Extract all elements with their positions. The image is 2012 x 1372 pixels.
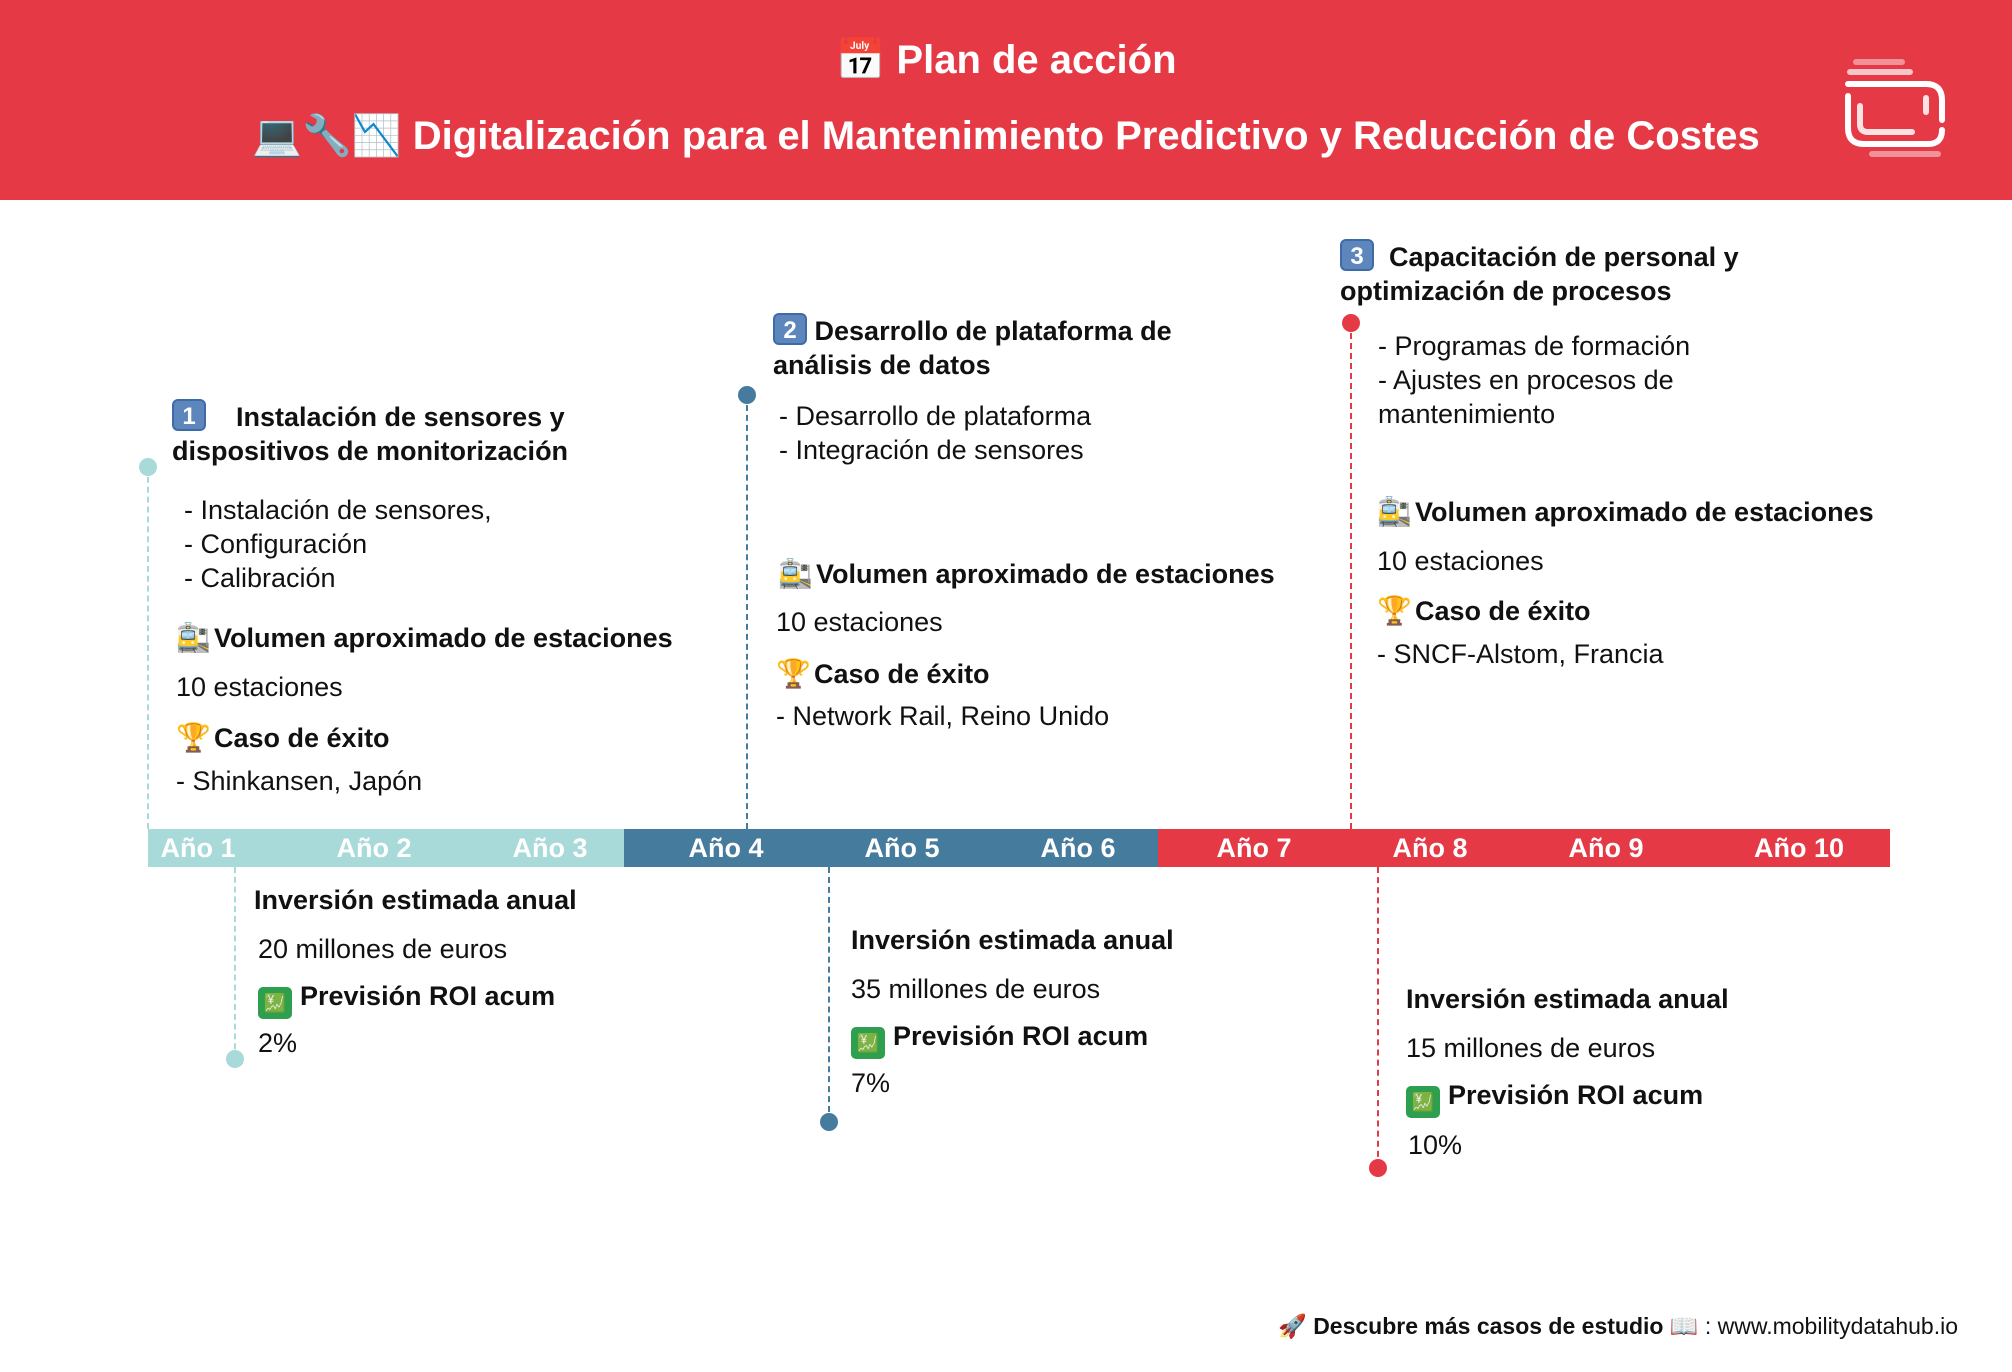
- page-subtitle-text: Digitalización para el Mantenimiento Predictivo y Reducción de Costes: [412, 114, 1760, 158]
- phase-1-marker-top: [139, 458, 157, 476]
- phase-3-connector-top: [1350, 323, 1352, 829]
- stations-label: Volumen aproximado de estaciones: [1415, 497, 1874, 527]
- phase-3-task-list: [1378, 329, 1690, 431]
- list-item: - Desarrollo de plataforma: [779, 401, 1092, 431]
- year-label-2: Año 2: [336, 833, 412, 863]
- list-item: - Configuración: [184, 529, 368, 559]
- phase-1-title-line1: Instalación de sensores y: [236, 402, 565, 432]
- phase-1-task-list: [184, 493, 492, 595]
- phase-2-success-heading: [776, 657, 990, 691]
- phase-3-marker-bottom: [1369, 1159, 1387, 1177]
- phase-1-stations-heading: [176, 621, 673, 655]
- success-label: Caso de éxito: [1415, 596, 1591, 626]
- year-label-8: Año 8: [1392, 833, 1468, 863]
- page-title-text: Plan de acción: [896, 38, 1177, 82]
- calendar-icon: 📅: [835, 37, 886, 83]
- trophy-icon: 🏆: [776, 657, 811, 690]
- phase-1-marker-bottom: [226, 1050, 244, 1068]
- phase-3-investment-value: 15 millones de euros: [1406, 1033, 1656, 1063]
- phase-2-roi-heading: [851, 1019, 1148, 1059]
- chart-increasing-icon: 💹: [1406, 1086, 1440, 1118]
- phase-3-title-line2: optimización de procesos: [1340, 276, 1672, 306]
- roi-label: Previsión ROI acum: [1448, 1080, 1704, 1110]
- phase-2-marker-bottom: [820, 1113, 838, 1131]
- success-label: Caso de éxito: [814, 659, 990, 689]
- rocket-icon: 🚀: [1278, 1314, 1307, 1340]
- phase-2-title-line1: Desarrollo de plataforma de: [814, 316, 1172, 346]
- footer-separator: :: [1704, 1313, 1712, 1339]
- phase-3-success-value: - SNCF-Alstom, Francia: [1377, 639, 1664, 669]
- phase-2-investment-value: 35 millones de euros: [851, 974, 1101, 1004]
- laptop-wrench-chart-icon: 💻🔧📉: [252, 113, 402, 159]
- phase-1-connector-top: [147, 467, 149, 829]
- chart-increasing-icon: 💹: [258, 987, 292, 1019]
- phase-2-investment-heading: Inversión estimada anual: [851, 925, 1174, 955]
- phase-3-roi-heading: [1406, 1078, 1703, 1118]
- phase-2-connector-top: [746, 395, 748, 829]
- train-station-icon: 🚉: [778, 557, 813, 590]
- trophy-icon: 🏆: [1377, 594, 1412, 627]
- phase-3-title: [1340, 239, 1820, 308]
- footer-label: Descubre más casos de estudio: [1313, 1313, 1664, 1339]
- phase-2-success-value: - Network Rail, Reino Unido: [776, 701, 1110, 731]
- list-item: - Instalación de sensores,: [184, 495, 492, 525]
- phase-2-task-list: [779, 399, 1091, 467]
- phase-1-roi-value: 2%: [258, 1028, 298, 1058]
- phase-1-title: [172, 399, 632, 468]
- phase-3-investment-heading: Inversión estimada anual: [1406, 984, 1729, 1014]
- list-item: - Programas de formación: [1378, 331, 1691, 361]
- stations-label: Volumen aproximado de estaciones: [816, 559, 1275, 589]
- phase-3-number-icon: 3: [1340, 239, 1374, 271]
- phase-3-marker-top: [1342, 314, 1360, 332]
- trophy-icon: 🏆: [176, 721, 211, 754]
- year-label-4: Año 4: [688, 833, 764, 863]
- phase-2-number-icon: 2: [773, 313, 807, 345]
- book-icon: 📖: [1669, 1314, 1699, 1340]
- phase-3-success-heading: [1377, 594, 1591, 628]
- footer-url-link[interactable]: www.mobilitydatahub.io: [1717, 1313, 1958, 1339]
- year-label-10: Año 10: [1753, 833, 1845, 863]
- phase-2-stations-heading: [778, 557, 1275, 591]
- phase-1-connector-bottom: [234, 867, 236, 1059]
- phase-1-stations-value: 10 estaciones: [176, 672, 343, 702]
- footer-cta: [1278, 1313, 1958, 1340]
- phase-3-roi-value: 10%: [1408, 1130, 1463, 1160]
- year-label-6: Año 6: [1040, 833, 1116, 863]
- phase-2-title-line2: análisis de datos: [773, 350, 991, 380]
- phase-1-success-heading: [176, 721, 390, 755]
- phase-1-success-value: - Shinkansen, Japón: [176, 766, 423, 796]
- phase-2-stations-value: 10 estaciones: [776, 607, 943, 637]
- phase-1-roi-heading: [258, 979, 555, 1019]
- list-item: - Integración de sensores: [779, 435, 1084, 465]
- phase-3-title-line1: Capacitación de personal y: [1389, 242, 1739, 272]
- timeline-bar: [148, 829, 1890, 867]
- chart-increasing-icon: 💹: [851, 1027, 885, 1059]
- phase-2-connector-bottom: [828, 867, 830, 1122]
- list-item: - Calibración: [184, 563, 336, 593]
- success-label: Caso de éxito: [214, 723, 390, 753]
- phase-1-investment-heading: Inversión estimada anual: [254, 885, 577, 915]
- stations-label: Volumen aproximado de estaciones: [214, 623, 673, 653]
- train-station-icon: 🚉: [176, 621, 211, 654]
- phase-3-connector-bottom: [1377, 867, 1379, 1167]
- list-item: mantenimiento: [1378, 399, 1556, 429]
- page-subtitle: [0, 112, 2012, 159]
- phase-1-number-icon: 1: [172, 399, 206, 431]
- brand-logo-icon: [1842, 48, 1954, 158]
- year-label-3: Año 3: [512, 833, 588, 863]
- year-label-1: Año 1: [160, 833, 236, 863]
- phase-2-marker-top: [738, 386, 756, 404]
- header-banner: [0, 0, 2012, 200]
- phase-3-stations-heading: [1377, 495, 1874, 529]
- year-label-7: Año 7: [1216, 833, 1292, 863]
- phase-2-roi-value: 7%: [851, 1068, 891, 1098]
- roi-label: Previsión ROI acum: [300, 981, 556, 1011]
- year-label-9: Año 9: [1568, 833, 1644, 863]
- phase-3-stations-value: 10 estaciones: [1377, 546, 1544, 576]
- phase-2-title: [773, 313, 1233, 382]
- year-label-5: Año 5: [864, 833, 940, 863]
- roi-label: Previsión ROI acum: [893, 1021, 1149, 1051]
- page-title: [0, 36, 2012, 83]
- phase-1-title-line2: dispositivos de monitorización: [172, 436, 569, 466]
- list-item: - Ajustes en procesos de: [1378, 365, 1674, 395]
- phase-1-investment-value: 20 millones de euros: [258, 934, 508, 964]
- train-station-icon: 🚉: [1377, 495, 1412, 528]
